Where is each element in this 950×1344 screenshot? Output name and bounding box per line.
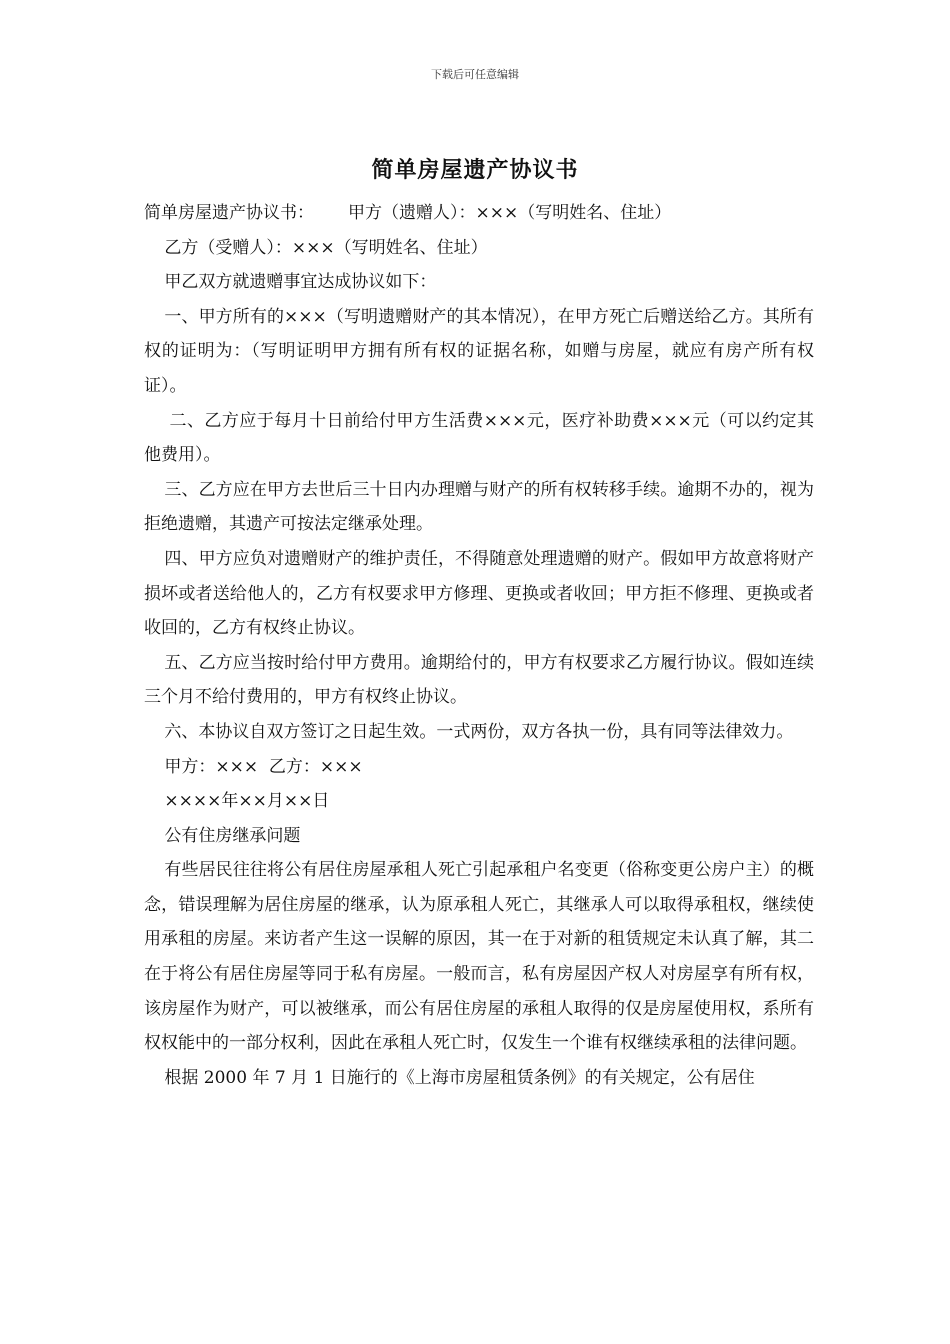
party-a-line: 甲方（遗赠人）：×××（写明姓名、住址） <box>348 203 672 223</box>
document-title: 简单房屋遗产协议书 <box>371 157 579 183</box>
signature-line: 甲方：××× 乙方：××× <box>164 756 363 777</box>
date-line: ××××年××月××日 <box>164 791 330 812</box>
agreement-lead: 甲乙双方就遗赠事宜达成协议如下： <box>164 272 437 293</box>
clause-1: 一、甲方所有的×××（写明遗赠财产的其本情况），在甲方死亡后赠送给乙方。其所有权的证明为：（写明证明甲方拥有所有权的证据名称，如赠与房屋，就应有房产所有权证）。 <box>144 306 814 396</box>
clause-3: 三、乙方应在甲方去世后三十日内办理赠与财产的所有权转移手续。逾期不办的，视为拒绝遗赠，其遗产可按法定继承处理。 <box>144 479 814 535</box>
paragraph-intro <box>144 196 814 231</box>
intro-lead: 简单房屋遗产协议书： <box>144 203 314 223</box>
clause-4: 四、甲方应负对遗赠财产的维护责任，不得随意处理遗赠的财产。假如甲方故意将财产损坏或者送给他人的，乙方有权要求甲方修理、更换或者收回；甲方拒不修理、更换或者收回的，乙方有权终止协议。 <box>144 548 814 639</box>
header-note: 下载后可任意编辑 <box>431 68 519 81</box>
party-b-line: 乙方（受赠人）：×××（写明姓名、住址） <box>164 237 488 258</box>
document-body <box>144 196 814 1095</box>
explanation-paragraph: 有些居民往往将公有居住房屋承租人死亡引起承租户名变更（俗称变更公房户主）的概念，错误理解为居住房屋的继承，认为原承租人死亡，其继承人可以取得承租权，继续使用承租的房屋。来访者产生这一误解的原因，其一在于对新的租赁规定未认真了解，其二在于将公有居住房屋等同于私有房屋。一般而言，私有房屋因产权人对房屋享有所有权，该房屋作为财产，可以被继承，而公有居住房屋的承租人取得的仅是房屋使用权，系所有权权能中的一部分权利，因此在承租人死亡时，仅发生一个谁有权继续承租的法律问题。 <box>144 860 814 1054</box>
clause-6: 六、本协议自双方签订之日起生效。一式两份，双方各执一份，具有同等法律效力。 <box>164 721 794 742</box>
clause-2: 二、乙方应于每月十日前给付甲方生活费×××元，医疗补助费×××元（可以约定其他费用）。 <box>144 410 814 466</box>
regulation-paragraph: 根据 2000 年 7 月 1 日施行的《上海市房屋租赁条例》的有关规定，公有居住 <box>164 1067 755 1088</box>
section-heading: 公有住房继承问题 <box>164 825 301 846</box>
clause-5: 五、乙方应当按时给付甲方费用。逾期给付的，甲方有权要求乙方履行协议。假如连续三个月不给付费用的，甲方有权终止协议。 <box>144 652 814 708</box>
